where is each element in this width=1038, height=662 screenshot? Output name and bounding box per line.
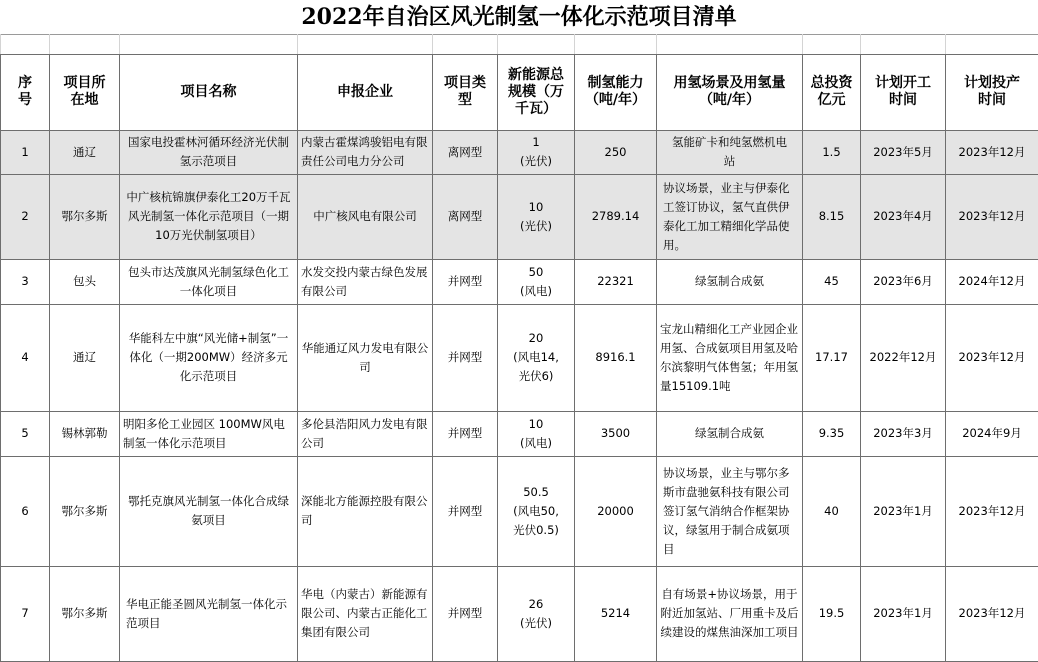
cell-start: 2023年6月 bbox=[861, 259, 946, 304]
cell-seq: 6 bbox=[1, 456, 50, 566]
cell-start: 2023年5月 bbox=[861, 130, 946, 174]
cell-usage: 协议场景，业主与鄂尔多斯市盘驰氨科技有限公司签订氢气消纳合作框架协议，绿氢用于制合成氨项目 bbox=[657, 456, 803, 566]
cell-company: 多伦县浩阳风力发电有限公司 bbox=[298, 411, 433, 456]
cell-type: 并网型 bbox=[433, 566, 498, 661]
cell-production: 2023年12月 bbox=[946, 566, 1038, 661]
cell-investment: 45 bbox=[803, 259, 861, 304]
cell-start: 2022年12月 bbox=[861, 304, 946, 411]
table-row bbox=[1, 304, 1038, 411]
cell-seq: 1 bbox=[1, 130, 50, 174]
cell-capacity: 2789.14 bbox=[575, 174, 657, 259]
cell-scale: 20 (风电14, 光伏6) bbox=[498, 304, 575, 411]
cell-investment: 40 bbox=[803, 456, 861, 566]
header-company: 申报企业 bbox=[298, 54, 433, 130]
header-seq: 序号 bbox=[1, 54, 50, 130]
cell-name: 鄂托克旗风光制氢一体化合成绿氨项目 bbox=[120, 456, 298, 566]
cell-name: 华电正能圣圆风光制氢一体化示范项目 bbox=[120, 566, 298, 661]
cell-start: 2023年3月 bbox=[861, 411, 946, 456]
cell-scale: 10 (光伏) bbox=[498, 174, 575, 259]
cell-scale: 50.5 (风电50, 光伏0.5) bbox=[498, 456, 575, 566]
cell-capacity: 22321 bbox=[575, 259, 657, 304]
cell-usage: 宝龙山精细化工产业园企业用氢、合成氨项目用氢及哈尔滨黎明气体售氢；年用氢量15109.1吨 bbox=[657, 304, 803, 411]
header-name: 项目名称 bbox=[120, 54, 298, 130]
cell-investment: 1.5 bbox=[803, 130, 861, 174]
page-title: 2022年自治区风光制氢一体化示范项目清单 bbox=[0, 0, 1038, 35]
project-table bbox=[0, 34, 1038, 662]
cell-investment: 8.15 bbox=[803, 174, 861, 259]
cell-production: 2024年9月 bbox=[946, 411, 1038, 456]
header-capacity: 制氢能力（吨/年） bbox=[575, 54, 657, 130]
cell-capacity: 20000 bbox=[575, 456, 657, 566]
cell-usage: 绿氢制合成氨 bbox=[657, 259, 803, 304]
cell-capacity: 5214 bbox=[575, 566, 657, 661]
cell-location: 通辽 bbox=[50, 304, 120, 411]
cell-scale: 26 (光伏) bbox=[498, 566, 575, 661]
header-location: 项目所在地 bbox=[50, 54, 120, 130]
cell-type: 并网型 bbox=[433, 259, 498, 304]
cell-seq: 7 bbox=[1, 566, 50, 661]
cell-start: 2023年4月 bbox=[861, 174, 946, 259]
cell-type: 并网型 bbox=[433, 304, 498, 411]
cell-location: 鄂尔多斯 bbox=[50, 174, 120, 259]
cell-location: 鄂尔多斯 bbox=[50, 566, 120, 661]
header-row bbox=[1, 54, 1038, 130]
cell-company: 水发交投内蒙古绿色发展有限公司 bbox=[298, 259, 433, 304]
header-type: 项目类型 bbox=[433, 54, 498, 130]
spacer-row bbox=[1, 34, 1038, 54]
header-usage: 用氢场景及用氢量（吨/年） bbox=[657, 54, 803, 130]
header-production: 计划投产时间 bbox=[946, 54, 1038, 130]
cell-usage: 协议场景，业主与伊泰化工签订协议，氢气直供伊泰化工加工精细化学品使用。 bbox=[657, 174, 803, 259]
cell-usage: 自有场景+协议场景，用于附近加氢站、厂用重卡及后续建设的煤焦油深加工项目 bbox=[657, 566, 803, 661]
header-investment: 总投资亿元 bbox=[803, 54, 861, 130]
cell-seq: 4 bbox=[1, 304, 50, 411]
cell-location: 通辽 bbox=[50, 130, 120, 174]
table-row bbox=[1, 259, 1038, 304]
cell-investment: 19.5 bbox=[803, 566, 861, 661]
cell-start: 2023年1月 bbox=[861, 456, 946, 566]
table-row bbox=[1, 411, 1038, 456]
cell-investment: 9.35 bbox=[803, 411, 861, 456]
cell-type: 并网型 bbox=[433, 411, 498, 456]
header-start: 计划开工时间 bbox=[861, 54, 946, 130]
cell-scale: 1 (光伏) bbox=[498, 130, 575, 174]
cell-start: 2023年1月 bbox=[861, 566, 946, 661]
table-row bbox=[1, 130, 1038, 174]
cell-company: 内蒙古霍煤鸿骏铝电有限责任公司电力分公司 bbox=[298, 130, 433, 174]
cell-capacity: 250 bbox=[575, 130, 657, 174]
cell-seq: 5 bbox=[1, 411, 50, 456]
cell-seq: 2 bbox=[1, 174, 50, 259]
cell-type: 并网型 bbox=[433, 456, 498, 566]
cell-capacity: 3500 bbox=[575, 411, 657, 456]
table-row bbox=[1, 566, 1038, 661]
cell-company: 华能通辽风力发电有限公司 bbox=[298, 304, 433, 411]
table-row bbox=[1, 174, 1038, 259]
cell-production: 2023年12月 bbox=[946, 304, 1038, 411]
cell-name: 国家电投霍林河循环经济光伏制氢示范项目 bbox=[120, 130, 298, 174]
cell-production: 2023年12月 bbox=[946, 174, 1038, 259]
cell-capacity: 8916.1 bbox=[575, 304, 657, 411]
cell-type: 离网型 bbox=[433, 174, 498, 259]
cell-production: 2024年12月 bbox=[946, 259, 1038, 304]
cell-scale: 10 (风电) bbox=[498, 411, 575, 456]
cell-name: 明阳多伦工业园区 100MW风电制氢一体化示范项目 bbox=[120, 411, 298, 456]
cell-scale: 50 (风电) bbox=[498, 259, 575, 304]
cell-company: 中广核风电有限公司 bbox=[298, 174, 433, 259]
cell-seq: 3 bbox=[1, 259, 50, 304]
cell-usage: 氢能矿卡和纯氢燃机电站 bbox=[657, 130, 803, 174]
table-row bbox=[1, 456, 1038, 566]
cell-name: 中广核杭锦旗伊泰化工20万千瓦风光制氢一体化示范项目（一期10万光伏制氢项目） bbox=[120, 174, 298, 259]
cell-location: 锡林郭勒 bbox=[50, 411, 120, 456]
cell-name: 包头市达茂旗风光制氢绿色化工一体化项目 bbox=[120, 259, 298, 304]
cell-company: 深能北方能源控股有限公司 bbox=[298, 456, 433, 566]
header-scale: 新能源总规模（万千瓦） bbox=[498, 54, 575, 130]
cell-name: 华能科左中旗“风光储+制氢”一体化（一期200MW）经济多元化示范项目 bbox=[120, 304, 298, 411]
cell-usage: 绿氢制合成氨 bbox=[657, 411, 803, 456]
cell-production: 2023年12月 bbox=[946, 456, 1038, 566]
cell-production: 2023年12月 bbox=[946, 130, 1038, 174]
cell-type: 离网型 bbox=[433, 130, 498, 174]
cell-location: 包头 bbox=[50, 259, 120, 304]
cell-location: 鄂尔多斯 bbox=[50, 456, 120, 566]
cell-investment: 17.17 bbox=[803, 304, 861, 411]
cell-company: 华电（内蒙古）新能源有限公司、内蒙古正能化工集团有限公司 bbox=[298, 566, 433, 661]
